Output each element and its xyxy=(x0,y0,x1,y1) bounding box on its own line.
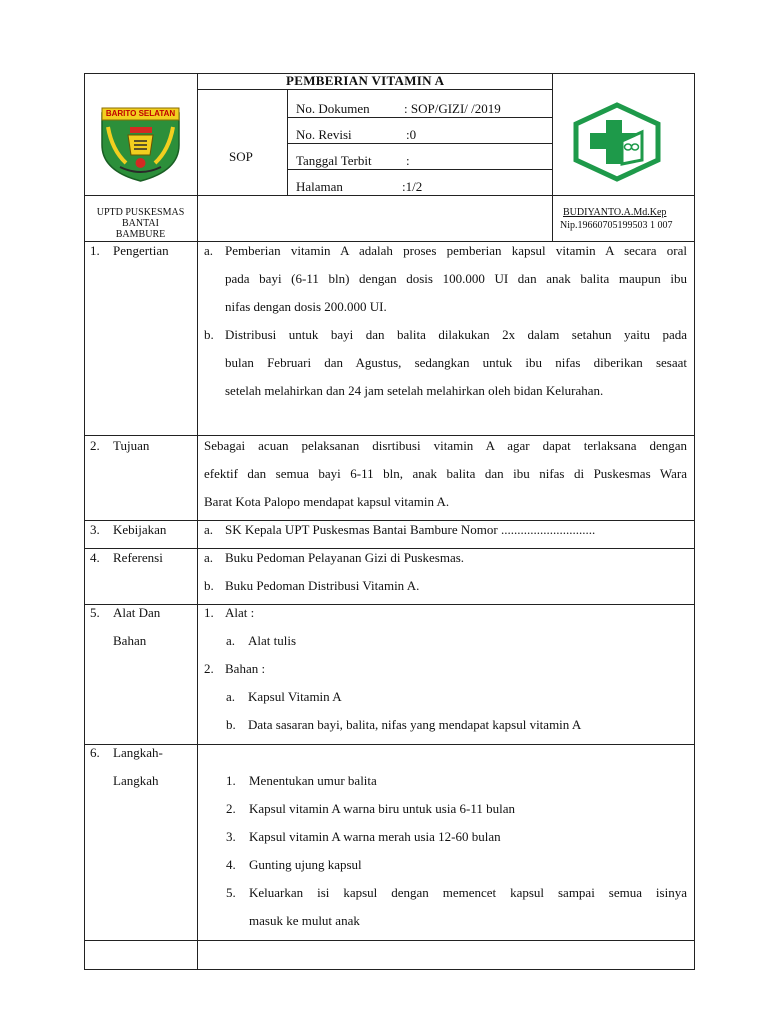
list-marker: 2. xyxy=(204,661,214,676)
pengertian-b-line2: bulan Februari dan Agustus, sedangkan untuk ibu nifas diberikan sesaat xyxy=(225,355,687,370)
bahan-item-a: Kapsul Vitamin A xyxy=(248,689,342,704)
list-marker: 3. xyxy=(226,829,236,844)
alat-heading: Alat : xyxy=(225,605,255,620)
list-marker: 5. xyxy=(226,885,236,900)
list-marker: a. xyxy=(226,689,236,704)
list-marker: b. xyxy=(226,717,236,732)
bahan-item-b: Data sasaran bayi, balita, nifas yang mendapat kapsul vitamin A xyxy=(248,717,582,732)
meta-value-no-revisi: :0 xyxy=(406,127,417,142)
meta-label-tanggal-terbit: Tanggal Terbit xyxy=(296,153,372,168)
section-number: 6. xyxy=(90,745,100,760)
org-name-line2: BANTAI xyxy=(122,218,159,229)
kebijakan-a-text: SK Kepala UPT Puskesmas Bantai Bambure Nomor ............................. xyxy=(225,522,596,537)
meta-value-no-dokumen: : SOP/GIZI/ /2019 xyxy=(404,101,501,116)
page-title: PEMBERIAN VITAMIN A xyxy=(286,73,445,88)
divider xyxy=(287,117,552,118)
meta-value-halaman: :1/2 xyxy=(402,179,423,194)
signer-nip: Nip.19660705199503 1 007 xyxy=(560,220,673,231)
langkah-step-1: Menentukan umur balita xyxy=(249,773,377,788)
pengertian-b-line1: Distribusi untuk bayi dan balita dilakukan 2x dalam setahun yaitu pada xyxy=(225,327,687,342)
divider xyxy=(287,169,552,170)
bahan-heading: Bahan : xyxy=(225,661,266,676)
referensi-item-a: Buku Pedoman Pelayanan Gizi di Puskesmas. xyxy=(225,550,465,565)
meta-value-tanggal-terbit: : xyxy=(406,153,410,168)
section-label-tujuan: Tujuan xyxy=(113,438,150,453)
langkah-step-2: Kapsul vitamin A warna biru untuk usia 6-11 bulan xyxy=(249,801,515,816)
divider xyxy=(84,520,695,521)
barito-selatan-logo xyxy=(98,105,183,183)
section-number: 1. xyxy=(90,243,100,258)
divider xyxy=(84,195,695,196)
signer-name: BUDIYANTO.A.Md.Kep xyxy=(563,207,667,218)
meta-label-no-dokumen: No. Dokumen xyxy=(296,101,370,116)
list-marker: a. xyxy=(204,550,214,565)
list-marker: b. xyxy=(204,578,214,593)
puskesmas-logo xyxy=(572,102,662,182)
divider xyxy=(84,940,695,941)
divider xyxy=(198,89,552,90)
section-label-pengertian: Pengertian xyxy=(113,243,169,258)
list-marker: 2. xyxy=(226,801,236,816)
list-marker: a. xyxy=(204,522,214,537)
logo-banner-text: BARITO SELATAN xyxy=(105,109,176,118)
section-label-kebijakan: Kebijakan xyxy=(113,522,167,537)
section-number: 4. xyxy=(90,550,100,565)
section-label-langkah-line2: Langkah xyxy=(113,773,159,788)
org-name-line3: BAMBURE xyxy=(115,229,166,240)
org-name-line1: UPTD PUSKESMAS xyxy=(96,207,185,218)
pengertian-a-line1: Pemberian vitamin A adalah proses pemberian kapsul vitamin A secara oral xyxy=(225,243,687,258)
langkah-step-5-line2: masuk ke mulut anak xyxy=(249,913,360,928)
list-marker: a. xyxy=(226,633,236,648)
section-label-langkah-line1: Langkah- xyxy=(113,745,163,760)
divider xyxy=(197,73,198,970)
pengertian-a-line3: nifas dengan dosis 200.000 UI. xyxy=(225,299,387,314)
alat-item-a: Alat tulis xyxy=(248,633,297,648)
list-marker: a. xyxy=(204,243,214,258)
divider xyxy=(84,744,695,745)
divider xyxy=(84,435,695,436)
section-label-referensi: Referensi xyxy=(113,550,163,565)
list-marker: 1. xyxy=(226,773,236,788)
section-number: 3. xyxy=(90,522,100,537)
meta-label-no-revisi: No. Revisi xyxy=(296,127,352,142)
divider xyxy=(287,89,288,195)
sop-label: SOP xyxy=(229,149,253,164)
divider xyxy=(84,604,695,605)
divider xyxy=(287,143,552,144)
section-label-alat-line1: Alat Dan xyxy=(113,605,161,620)
langkah-step-5-line1: Keluarkan isi kapsul dengan memencet kapsul sampai semua isinya xyxy=(249,885,687,900)
tujuan-line1: Sebagai acuan pelaksanan disrtibusi vitamin A agar dapat terlaksana dengan xyxy=(204,438,687,453)
list-marker: b. xyxy=(204,327,214,342)
pengertian-b-line3: setelah melahirkan dan 24 jam setelah melahirkan oleh bidan Kelurahan. xyxy=(225,383,604,398)
langkah-step-4: Gunting ujung kapsul xyxy=(249,857,362,872)
tujuan-line3: Barat Kota Palopo mendapat kapsul vitamin A. xyxy=(204,494,450,509)
referensi-item-b: Buku Pedoman Distribusi Vitamin A. xyxy=(225,578,420,593)
list-marker: 4. xyxy=(226,857,236,872)
divider xyxy=(84,548,695,549)
list-marker: 1. xyxy=(204,605,214,620)
section-number: 2. xyxy=(90,438,100,453)
pengertian-a-line2: pada bayi (6-11 bln) dengan dosis 100.000 UI dan anak balita maupun ibu xyxy=(225,271,687,286)
section-number: 5. xyxy=(90,605,100,620)
divider xyxy=(84,241,695,242)
meta-label-halaman: Halaman xyxy=(296,179,343,194)
section-label-alat-line2: Bahan xyxy=(113,633,147,648)
divider xyxy=(552,73,553,241)
langkah-step-3: Kapsul vitamin A warna merah usia 12-60 bulan xyxy=(249,829,501,844)
tujuan-line2: efektif dan semua bayi 6-11 bln, anak balita dan ibu nifas di Puskesmas Wara xyxy=(204,466,687,481)
